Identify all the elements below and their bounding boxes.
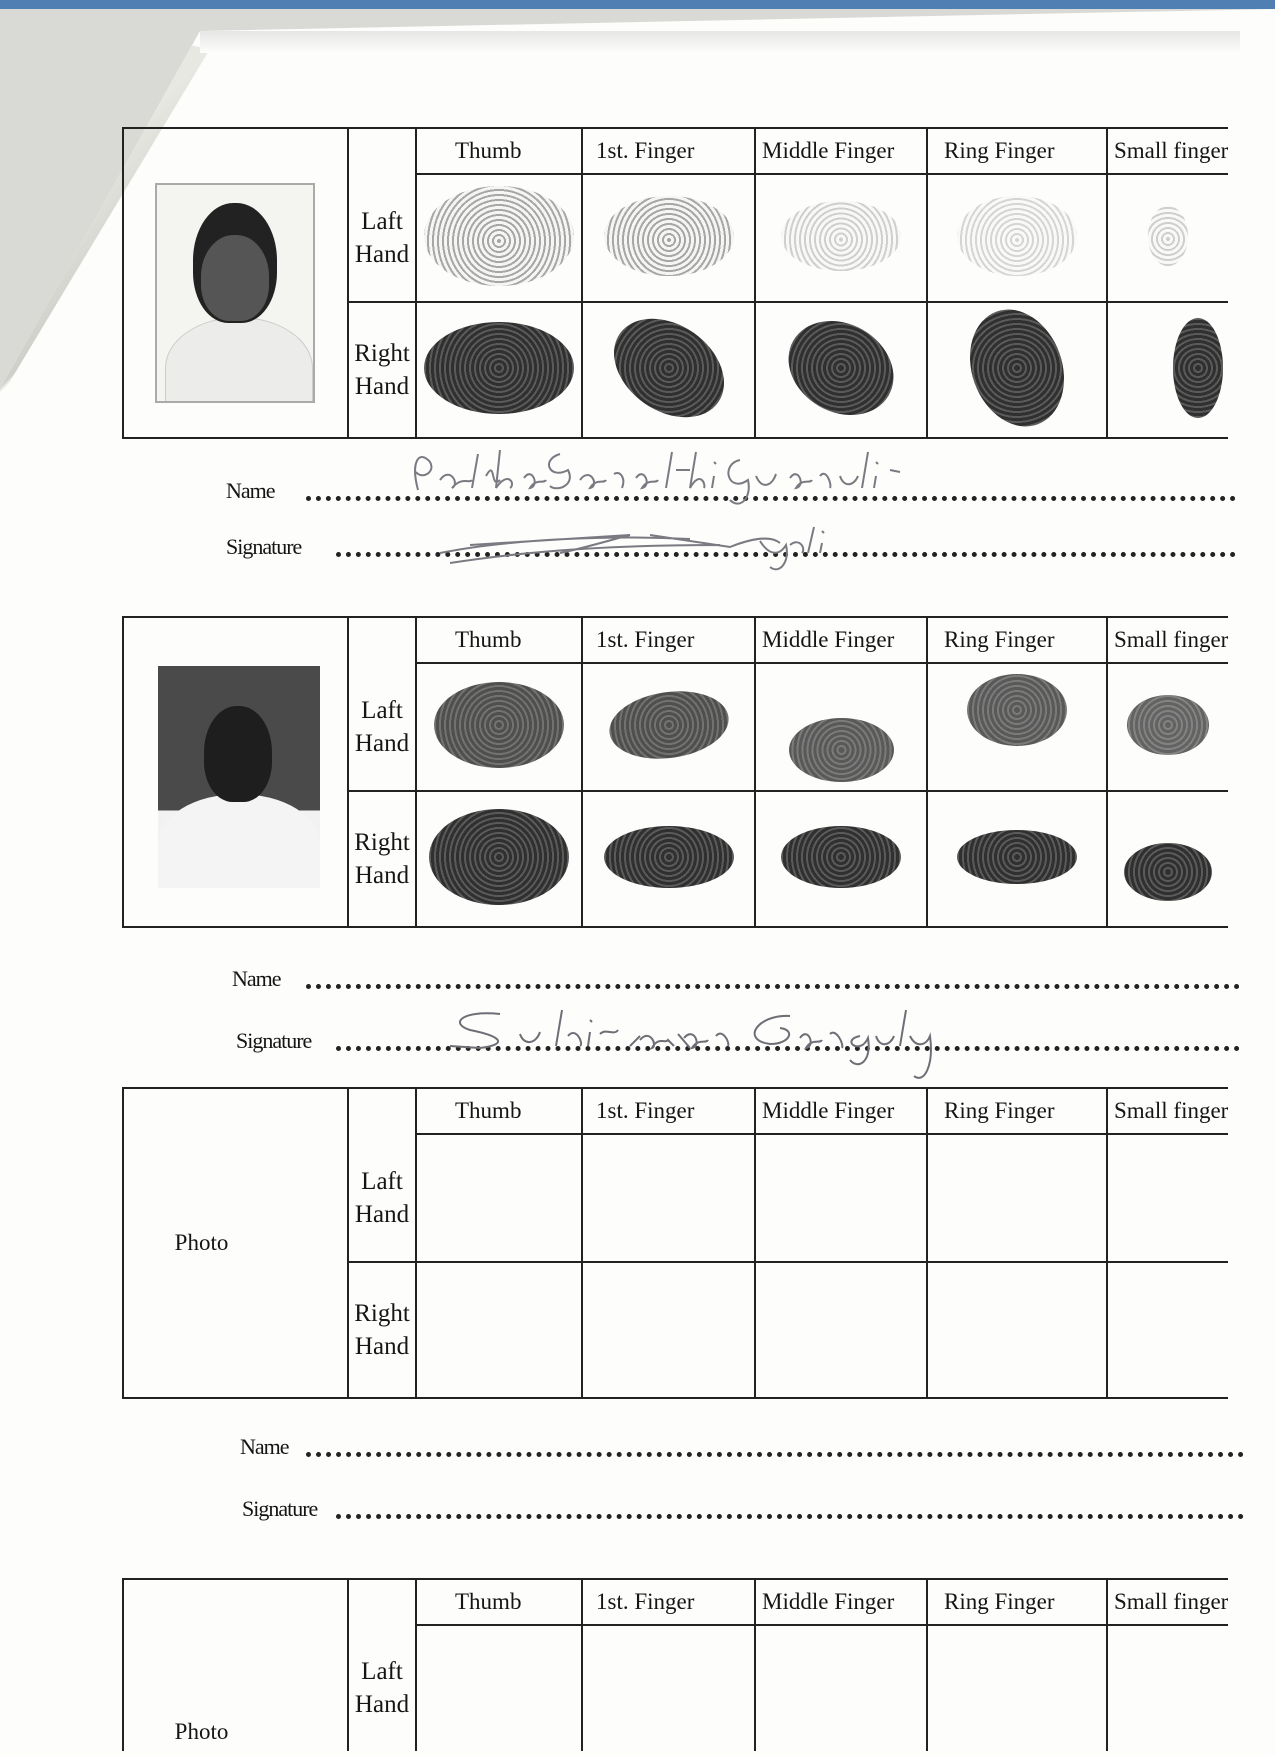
fingerprint-mark (1127, 695, 1209, 755)
hand-label-line: Hand (354, 240, 410, 268)
photo-cell (123, 1088, 348, 1398)
photo-label: Photo (174, 1719, 229, 1744)
column-header-ring-finger: Ring Finger (927, 128, 1107, 174)
name-label: Name (240, 1434, 289, 1459)
page-top-edge (200, 31, 1240, 53)
name-dotted-line (306, 984, 1240, 989)
right-hand-label (348, 1262, 416, 1398)
handwritten-name-1 (400, 440, 920, 510)
hand-label-line: Laft (361, 207, 403, 235)
applicant-photo-1 (155, 183, 315, 403)
column-header-small-finger: Small finger (1107, 1088, 1228, 1134)
print-left-first (582, 1625, 755, 1751)
signature-label: Signature (242, 1496, 318, 1521)
print-left-small (1107, 1134, 1228, 1262)
hand-header-spacer (348, 128, 416, 174)
fingerprint-mark (604, 826, 734, 888)
handwritten-signature-1 (430, 505, 860, 575)
left-hand-label (348, 663, 416, 791)
left-hand-label (348, 1625, 416, 1751)
fingerprint-mark (954, 296, 1080, 440)
print-left-middle (755, 1625, 927, 1751)
print-left-middle (755, 663, 927, 791)
print-right-thumb (416, 791, 582, 927)
fingerprint-table-4 (122, 1578, 1228, 1751)
print-left-thumb (416, 1134, 582, 1262)
print-left-small (1107, 663, 1228, 791)
name-label: Name (232, 966, 281, 991)
hand-label-line: Hand (354, 1333, 410, 1360)
hand-label-line: Laft (361, 696, 403, 724)
fingerprint-mark (781, 201, 901, 271)
photo-cell (123, 617, 348, 927)
column-header-middle-finger: Middle Finger (755, 1088, 927, 1134)
print-right-middle (755, 302, 927, 438)
print-right-ring (927, 791, 1107, 927)
fingerprint-mark (771, 302, 910, 433)
name-dotted-line (306, 1452, 1244, 1457)
fingerprint-mark (434, 682, 564, 768)
print-right-ring (927, 302, 1107, 438)
print-right-middle (755, 791, 927, 927)
right-hand-label (348, 791, 416, 927)
print-right-first (582, 791, 755, 927)
print-left-first (582, 663, 755, 791)
print-left-thumb (416, 663, 582, 791)
column-header-ring-finger: Ring Finger (927, 617, 1107, 663)
fingerprint-mark (957, 196, 1077, 276)
print-left-ring (927, 1625, 1107, 1751)
hand-label-line: Hand (354, 373, 410, 400)
photo-label: Photo (174, 1230, 229, 1255)
column-header-ring-finger: Ring Finger (927, 1579, 1107, 1625)
print-right-middle (755, 1262, 927, 1398)
print-left-middle (755, 1134, 927, 1262)
print-left-ring (927, 663, 1107, 791)
print-left-small (1107, 1625, 1228, 1751)
left-hand-label (348, 1134, 416, 1262)
column-header-thumb: Thumb (416, 617, 582, 663)
fingerprint-mark (1173, 318, 1223, 418)
hand-header-spacer (348, 1088, 416, 1134)
fingerprint-table-2 (122, 616, 1228, 928)
signature-dotted-line (336, 1514, 1244, 1519)
column-header-middle-finger: Middle Finger (755, 617, 927, 663)
fingerprint-table-3 (122, 1087, 1228, 1399)
fingerprint-mark (789, 718, 894, 782)
hand-label-line: Laft (361, 1658, 403, 1685)
print-left-ring (927, 174, 1107, 302)
column-header-small-finger: Small finger (1107, 128, 1228, 174)
hand-label-line: Right (354, 829, 410, 856)
hand-label-line: Hand (354, 1691, 410, 1718)
column-header-first-finger: 1st. Finger (582, 128, 755, 174)
hand-label-line: Hand (354, 862, 410, 889)
fingerprint-mark (424, 322, 574, 414)
hand-header-spacer (348, 1579, 416, 1625)
hand-label-line: Right (354, 1300, 410, 1327)
print-left-small (1107, 174, 1228, 302)
signature-label: Signature (236, 1028, 312, 1053)
column-header-thumb: Thumb (416, 1579, 582, 1625)
handwritten-signature-2 (440, 1000, 1040, 1090)
column-header-middle-finger: Middle Finger (755, 1579, 927, 1625)
hand-label-line: Hand (354, 729, 410, 757)
applicant-photo-2 (158, 666, 320, 888)
column-header-first-finger: 1st. Finger (582, 1088, 755, 1134)
photo-cell (123, 128, 348, 438)
fingerprint-mark (1148, 206, 1188, 266)
hand-header-spacer (348, 617, 416, 663)
print-left-first (582, 1134, 755, 1262)
print-left-thumb (416, 1625, 582, 1751)
print-right-small (1107, 302, 1228, 438)
column-header-middle-finger: Middle Finger (755, 128, 927, 174)
fingerprint-mark (595, 298, 743, 437)
name-label: Name (226, 478, 275, 503)
column-header-thumb: Thumb (416, 128, 582, 174)
print-left-ring (927, 1134, 1107, 1262)
photo-cell (123, 1579, 348, 1751)
print-left-first (582, 174, 755, 302)
print-right-first (582, 302, 755, 438)
column-header-ring-finger: Ring Finger (927, 1088, 1107, 1134)
signature-label: Signature (226, 534, 302, 559)
print-right-first (582, 1262, 755, 1398)
fingerprint-mark (1124, 843, 1212, 901)
hand-label-line: Right (354, 340, 410, 367)
print-left-thumb (416, 174, 582, 302)
column-header-thumb: Thumb (416, 1088, 582, 1134)
column-header-small-finger: Small finger (1107, 1579, 1228, 1625)
print-right-thumb (416, 1262, 582, 1398)
print-right-thumb (416, 302, 582, 438)
fingerprint-mark (429, 809, 569, 905)
fingerprint-mark (957, 830, 1077, 884)
hand-label-line: Laft (361, 1167, 403, 1195)
column-header-small-finger: Small finger (1107, 617, 1228, 663)
fingerprint-mark (967, 674, 1067, 746)
fingerprint-table-1 (122, 127, 1228, 439)
fingerprint-mark (781, 826, 901, 888)
print-right-small (1107, 791, 1228, 927)
fingerprint-mark (424, 186, 574, 286)
column-header-first-finger: 1st. Finger (582, 1579, 755, 1625)
column-header-first-finger: 1st. Finger (582, 617, 755, 663)
print-right-ring (927, 1262, 1107, 1398)
hand-label-line: Hand (354, 1200, 410, 1228)
print-left-middle (755, 174, 927, 302)
fingerprint-mark (604, 196, 734, 276)
fingerprint-mark (604, 683, 732, 765)
right-hand-label (348, 302, 416, 438)
left-hand-label (348, 174, 416, 302)
print-right-small (1107, 1262, 1228, 1398)
scanner-top-strip (0, 0, 1275, 9)
